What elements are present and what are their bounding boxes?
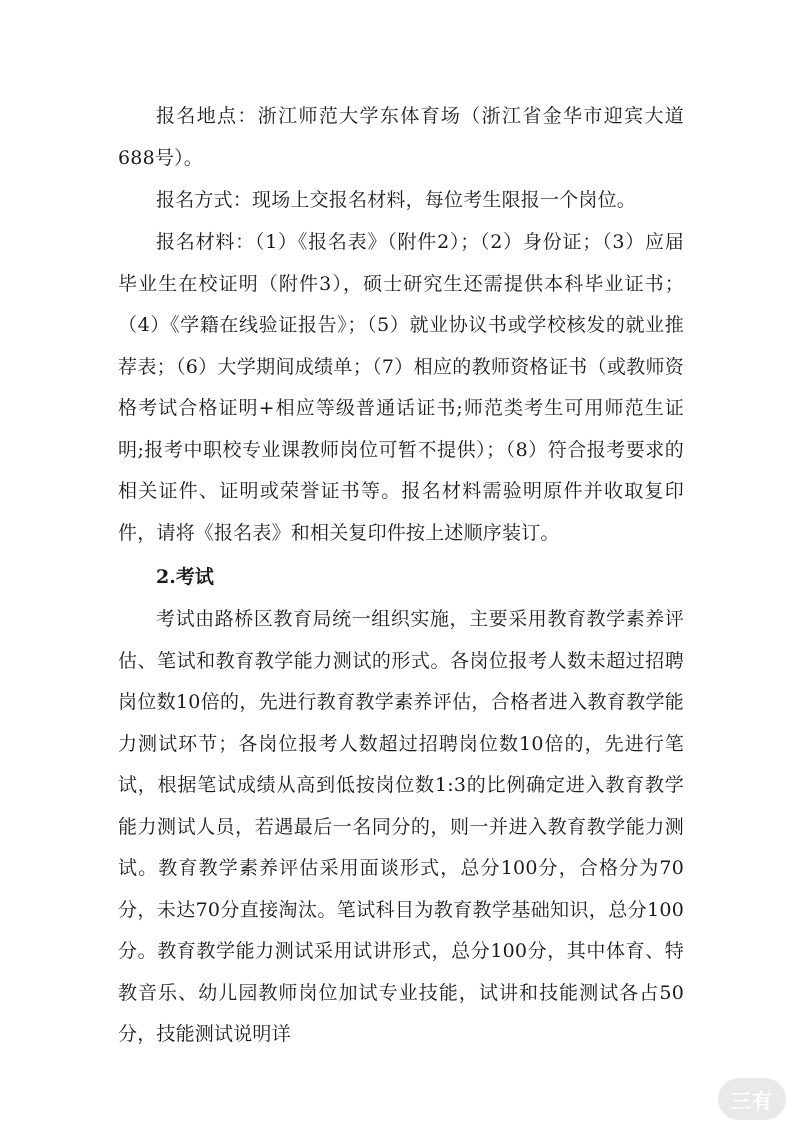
section-heading-exam: 2.考试	[156, 566, 214, 588]
paragraph-registration-materials: 报名材料：（1）《报名表》（附件2）；（2）身份证；（3）应届毕业生在校证明（附件3），硕士研究生还需提供本科毕业证书；（4）《学籍在线验证报告》；（5）就业协议书或学校核发的就业推荐表；（6）大学期间成绩单；（7）相应的教师资格证书（或教师资格考试合格证明+相应等级普通话证书;师范类考生可用师范生证明;报考中职校专业课教师岗位可暂不提供）；（8）符合报考要求的相关证件、证明或荣誉证书等。报名材料需验明原件并收取复印件，请将《报名表》和相关复印件按上述顺序装订。	[118, 231, 684, 544]
watermark-badge	[718, 1078, 786, 1120]
paragraph-registration-method: 报名方式：现场上交报名材料，每位考生限报一个岗位。	[156, 189, 637, 211]
watermark-label: 三有	[731, 1088, 773, 1113]
paragraph-registration-location: 报名地点：浙江师范大学东体育场（浙江省金华市迎宾大道688号）。	[118, 105, 684, 169]
paragraph-exam-description: 考试由路桥区教育局统一组织实施，主要采用教育教学素养评估、笔试和教育教学能力测试的形式。各岗位报考人数未超过招聘岗位数10倍的，先进行教育教学素养评估，合格者进入教育教学能力测试环节；各岗位报考人数超过招聘岗位数10倍的，先进行笔试，根据笔试成绩从高到低按岗位数1:3的比例确定进入教育教学能力测试人员，若遇最后一名同分的，则一并进入教育教学能力测试。教育教学素养评估采用面谈形式，总分100分，合格分为70分，未达70分直接淘汰。笔试科目为教育教学基础知识，总分100分。教育教学能力测试采用试讲形式，总分100分，其中体育、特教音乐、幼儿园教师岗位加试专业技能，试讲和技能测试各占50分，技能测试说明详	[118, 608, 684, 1045]
